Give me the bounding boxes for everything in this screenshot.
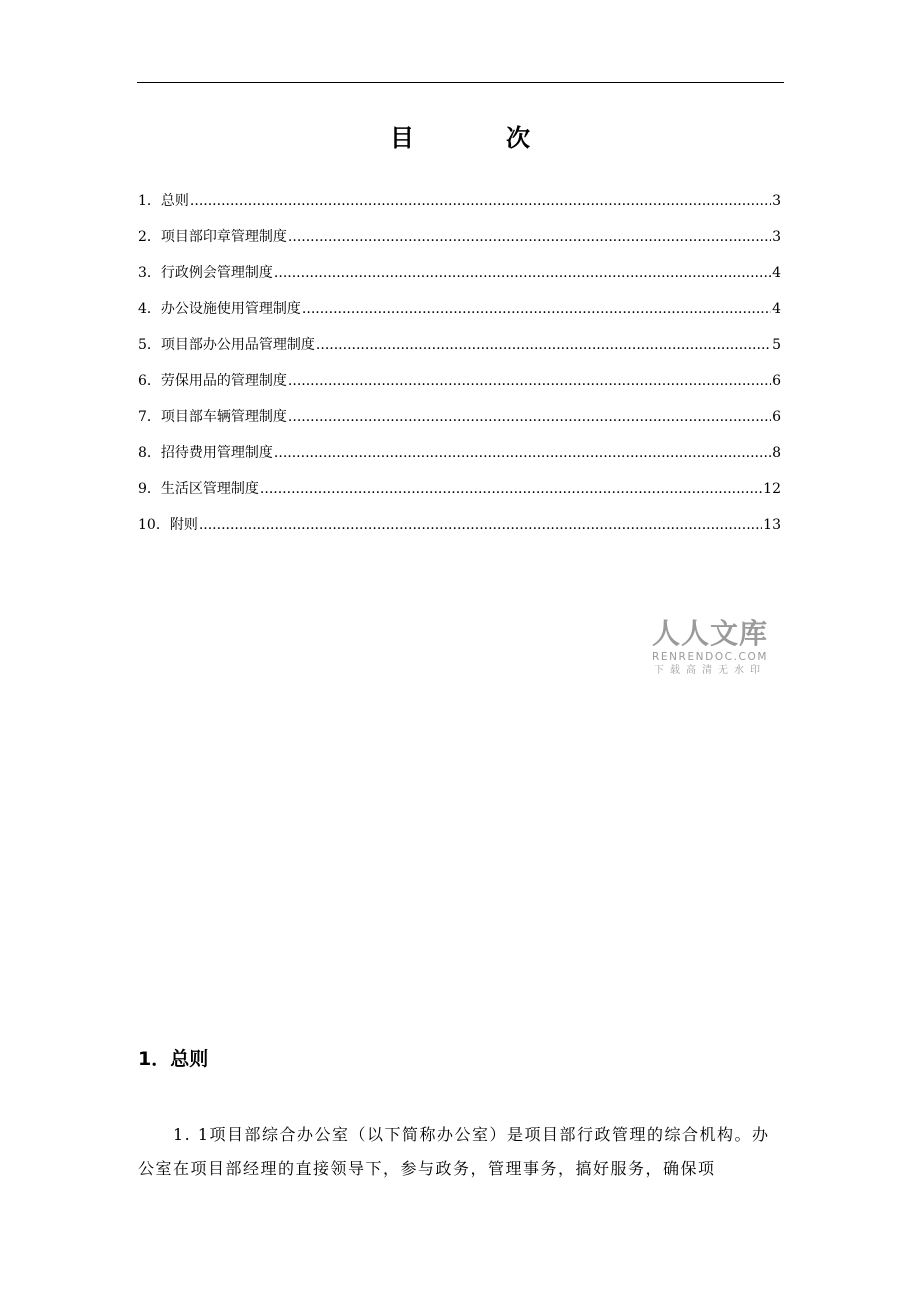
toc-entry-title: 办公设施使用管理制度 (160, 301, 301, 317)
toc-entry-page: 6 (772, 373, 781, 389)
toc-entry-number: 9． (138, 481, 161, 497)
toc-entry-title: 招待费用管理制度 (160, 445, 273, 461)
watermark-brand: 人人文库 (651, 617, 768, 650)
toc-entry-page: 12 (763, 481, 781, 497)
toc-entry-title: 总则 (160, 193, 189, 209)
toc-entry-page: 13 (763, 517, 781, 533)
toc-entry-number: 6． (138, 373, 161, 389)
toc-entry-page: 3 (772, 229, 781, 245)
toc-dot-leader (260, 481, 762, 497)
toc-entry-title: 项目部印章管理制度 (160, 229, 287, 245)
toc-entry-title: 劳保用品的管理制度 (160, 373, 287, 389)
section-heading: 1．总则 (138, 1048, 209, 1070)
toc-entry-page: 5 (772, 337, 781, 353)
toc-entry-title: 项目部车辆管理制度 (160, 409, 287, 425)
toc-entry-page: 4 (772, 265, 781, 281)
toc-dot-leader (199, 517, 762, 533)
toc-entry[interactable] (138, 370, 781, 406)
toc-dot-leader (288, 229, 771, 245)
toc-entry[interactable] (138, 262, 781, 298)
toc-entry-number: 3． (138, 265, 161, 281)
toc-entry-number: 5． (138, 337, 161, 353)
toc-entry-title: 附则 (169, 517, 198, 533)
body-paragraph: 1. 1项目部综合办公室（以下简称办公室）是项目部行政管理的综合机构。办公室在项目部经理的直接领导下，参与政务，管理事务，搞好服务，确保项 (138, 1125, 770, 1178)
toc-entry-page: 8 (772, 445, 781, 461)
toc-entry-number: 8． (138, 445, 161, 461)
toc-entry[interactable] (138, 478, 781, 514)
toc-entry-title: 项目部办公用品管理制度 (160, 337, 315, 353)
toc-entry-number: 2． (138, 229, 161, 245)
watermark-url: RENRENDOC.COM (651, 651, 769, 663)
toc-entry[interactable] (138, 334, 781, 370)
toc-dot-leader (190, 193, 771, 209)
toc-dot-leader (274, 445, 771, 461)
toc-entry-number: 7． (138, 409, 161, 425)
toc-dot-leader (288, 409, 771, 425)
toc-entry[interactable] (138, 226, 781, 262)
header-rule (137, 82, 784, 83)
toc-entry[interactable] (138, 406, 781, 442)
toc-entry-number: 4． (138, 301, 161, 317)
toc-dot-leader (316, 337, 771, 353)
toc-entry[interactable] (138, 514, 781, 550)
toc-entry[interactable] (138, 298, 781, 334)
toc-entry-number: 10． (138, 517, 170, 533)
toc-entry-number: 1． (138, 193, 161, 209)
toc-entry-page: 6 (772, 409, 781, 425)
toc-entry-page: 3 (772, 193, 781, 209)
toc-title: 目 次 (390, 124, 564, 152)
toc-entry-title: 行政例会管理制度 (160, 265, 273, 281)
toc-entry-page: 4 (772, 301, 781, 317)
toc-dot-leader (288, 373, 771, 389)
table-of-contents (138, 190, 781, 550)
toc-entry[interactable] (138, 190, 781, 226)
toc-dot-leader (274, 265, 771, 281)
watermark-tagline: 下载高清无水印 (654, 665, 766, 676)
toc-dot-leader (302, 301, 771, 317)
toc-entry-title: 生活区管理制度 (160, 481, 259, 497)
toc-entry[interactable] (138, 442, 781, 478)
watermark-logo (645, 618, 775, 678)
